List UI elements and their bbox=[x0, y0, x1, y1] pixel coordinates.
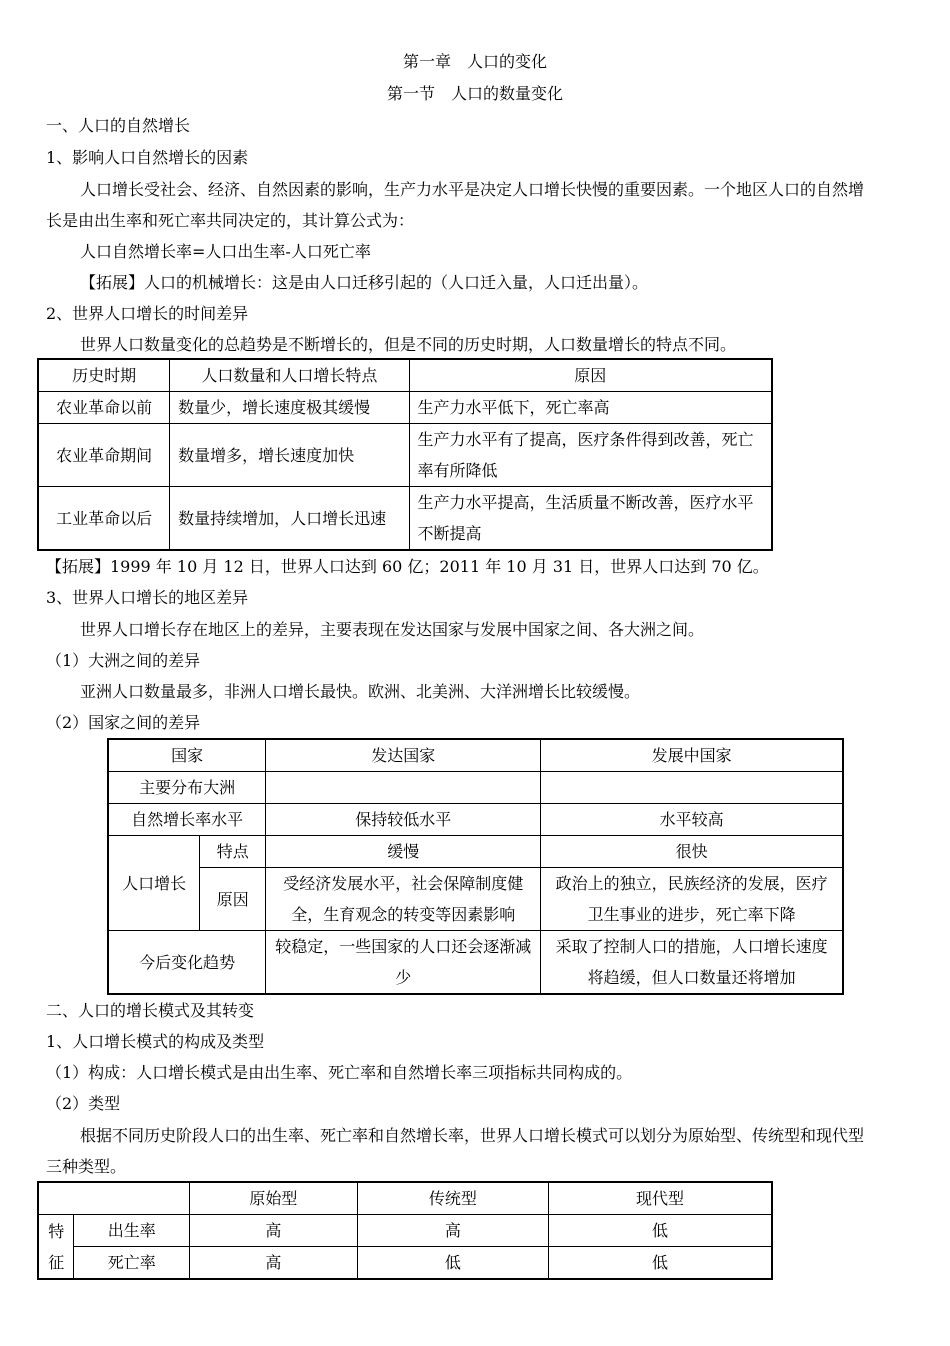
s3-heading: 3、世界人口增长的地区差异 bbox=[46, 588, 249, 607]
table-header-cell: 国家 bbox=[108, 739, 266, 772]
s1-extension: 【拓展】人口的机械增长：这是由人口迁移引起的（人口迁入量，人口迁出量）。 bbox=[80, 273, 649, 292]
table-cell: 水平较高 bbox=[541, 804, 843, 836]
table-cell: 特点 bbox=[200, 836, 266, 868]
table-cell: 数量持续增加，人口增长迅速 bbox=[170, 487, 409, 551]
table-cell: 农业革命以前 bbox=[38, 392, 170, 424]
table-cell: 原因 bbox=[200, 868, 266, 931]
table-header-cell bbox=[38, 1182, 190, 1215]
table-row bbox=[38, 424, 772, 487]
table-header-cell: 发达国家 bbox=[266, 739, 541, 772]
p2-s1-paragraph-line2: 三种类型。 bbox=[46, 1157, 127, 1176]
table-cell: 高 bbox=[190, 1247, 358, 1280]
feature-label-cell bbox=[38, 1215, 74, 1280]
table-row bbox=[38, 487, 772, 551]
s2-extension: 【拓展】1999 年 10 月 12 日，世界人口达到 60 亿；2011 年 10 月 31 日，世界人口达到 70 亿。 bbox=[46, 557, 769, 576]
p2-s1-sub2: （2）类型 bbox=[46, 1094, 121, 1113]
table-cell: 生产力水平有了提高，医疗条件得到改善，死亡率有所降低 bbox=[409, 424, 772, 487]
table-cell: 农业革命期间 bbox=[38, 424, 170, 487]
s3-sub1-paragraph: 亚洲人口数量最多，非洲人口增长最快。欧洲、北美洲、大洋洲增长比较缓慢。 bbox=[80, 682, 641, 701]
s1-heading: 1、影响人口自然增长的因素 bbox=[46, 148, 249, 167]
table-cell: 生产力水平提高，生活质量不断改善，医疗水平不断提高 bbox=[409, 487, 772, 551]
section-title: 第一节 人口的数量变化 bbox=[386, 84, 563, 103]
table-cell bbox=[541, 772, 843, 804]
table-header-cell: 原因 bbox=[409, 359, 772, 392]
table-cell: 保持较低水平 bbox=[266, 804, 541, 836]
s2-heading: 2、世界人口增长的时间差异 bbox=[46, 304, 249, 323]
table-cell: 出生率 bbox=[74, 1215, 190, 1247]
table-header-cell: 传统型 bbox=[357, 1182, 548, 1215]
table-header-row bbox=[38, 1182, 772, 1215]
table-row bbox=[108, 931, 843, 995]
table-cell: 人口增长 bbox=[108, 836, 200, 931]
table-cell: 今后变化趋势 bbox=[108, 931, 266, 995]
table-cell: 生产力水平低下，死亡率高 bbox=[409, 392, 772, 424]
table-cell: 受经济发展水平，社会保障制度健全，生育观念的转变等因素影响 bbox=[266, 868, 541, 931]
table-cell bbox=[266, 772, 541, 804]
table-header-cell: 现代型 bbox=[549, 1182, 772, 1215]
table-cell: 高 bbox=[190, 1215, 358, 1247]
table-cell: 数量少，增长速度极其缓慢 bbox=[170, 392, 409, 424]
chapter-title: 第一章 人口的变化 bbox=[402, 52, 547, 71]
table-header-cell: 人口数量和人口增长特点 bbox=[170, 359, 409, 392]
s1-paragraph-line2: 长是由出生率和死亡率共同决定的，其计算公式为： bbox=[46, 211, 415, 230]
table-cell: 采取了控制人口的措施，人口增长速度将趋缓，但人口数量还将增加 bbox=[541, 931, 843, 995]
table-header-row bbox=[38, 359, 772, 392]
table-cell: 自然增长率水平 bbox=[108, 804, 266, 836]
table-cell: 主要分布大洲 bbox=[108, 772, 266, 804]
table-cell: 低 bbox=[549, 1247, 772, 1280]
p2-s1-sub1: （1）构成：人口增长模式是由出生率、死亡率和自然增长率三项指标共同构成的。 bbox=[46, 1063, 633, 1082]
table-header-cell: 发展中国家 bbox=[541, 739, 843, 772]
growth-model-table bbox=[37, 1181, 773, 1280]
table-cell: 低 bbox=[549, 1215, 772, 1247]
table-cell: 较稳定，一些国家的人口还会逐渐减少 bbox=[266, 931, 541, 995]
feature-label-char: 征 bbox=[48, 1252, 65, 1272]
s2-paragraph: 世界人口数量变化的总趋势是不断增长的，但是不同的历史时期，人口数量增长的特点不同。 bbox=[80, 335, 737, 354]
table-row bbox=[38, 1215, 772, 1247]
table-row bbox=[38, 1247, 772, 1280]
part2-heading: 二、人口的增长模式及其转变 bbox=[46, 1001, 255, 1020]
s1-paragraph-line1: 人口增长受社会、经济、自然因素的影响，生产力水平是决定人口增长快慢的重要因素。一个地区人口的自然增 bbox=[80, 180, 865, 199]
table-cell: 缓慢 bbox=[266, 836, 541, 868]
table-cell: 很快 bbox=[541, 836, 843, 868]
table-header-cell: 历史时期 bbox=[38, 359, 170, 392]
time-difference-table bbox=[37, 358, 773, 551]
table-header-row bbox=[108, 739, 843, 772]
s1-formula: 人口自然增长率=人口出生率-人口死亡率 bbox=[80, 242, 371, 261]
table-row bbox=[108, 868, 843, 931]
part1-heading: 一、人口的自然增长 bbox=[46, 116, 191, 135]
table-cell: 低 bbox=[357, 1247, 548, 1280]
table-row bbox=[108, 836, 843, 868]
p2-s1-paragraph-line1: 根据不同历史阶段人口的出生率、死亡率和自然增长率，世界人口增长模式可以划分为原始型、传统型和现代型 bbox=[80, 1126, 865, 1145]
s3-sub2-heading: （2）国家之间的差异 bbox=[46, 713, 201, 732]
table-cell: 数量增多，增长速度加快 bbox=[170, 424, 409, 487]
table-header-cell: 原始型 bbox=[190, 1182, 358, 1215]
table-cell: 高 bbox=[357, 1215, 548, 1247]
feature-label-char: 特 bbox=[48, 1221, 65, 1241]
p2-s1-heading: 1、人口增长模式的构成及类型 bbox=[46, 1032, 265, 1051]
table-cell: 工业革命以后 bbox=[38, 487, 170, 551]
table-row bbox=[108, 804, 843, 836]
table-cell: 死亡率 bbox=[74, 1247, 190, 1280]
country-difference-table bbox=[107, 738, 844, 995]
table-row bbox=[108, 772, 843, 804]
s3-paragraph: 世界人口增长存在地区上的差异，主要表现在发达国家与发展中国家之间、各大洲之间。 bbox=[80, 620, 705, 639]
table-row bbox=[38, 392, 772, 424]
s3-sub1-heading: （1）大洲之间的差异 bbox=[46, 651, 201, 670]
table-cell: 政治上的独立，民族经济的发展，医疗卫生事业的进步，死亡率下降 bbox=[541, 868, 843, 931]
